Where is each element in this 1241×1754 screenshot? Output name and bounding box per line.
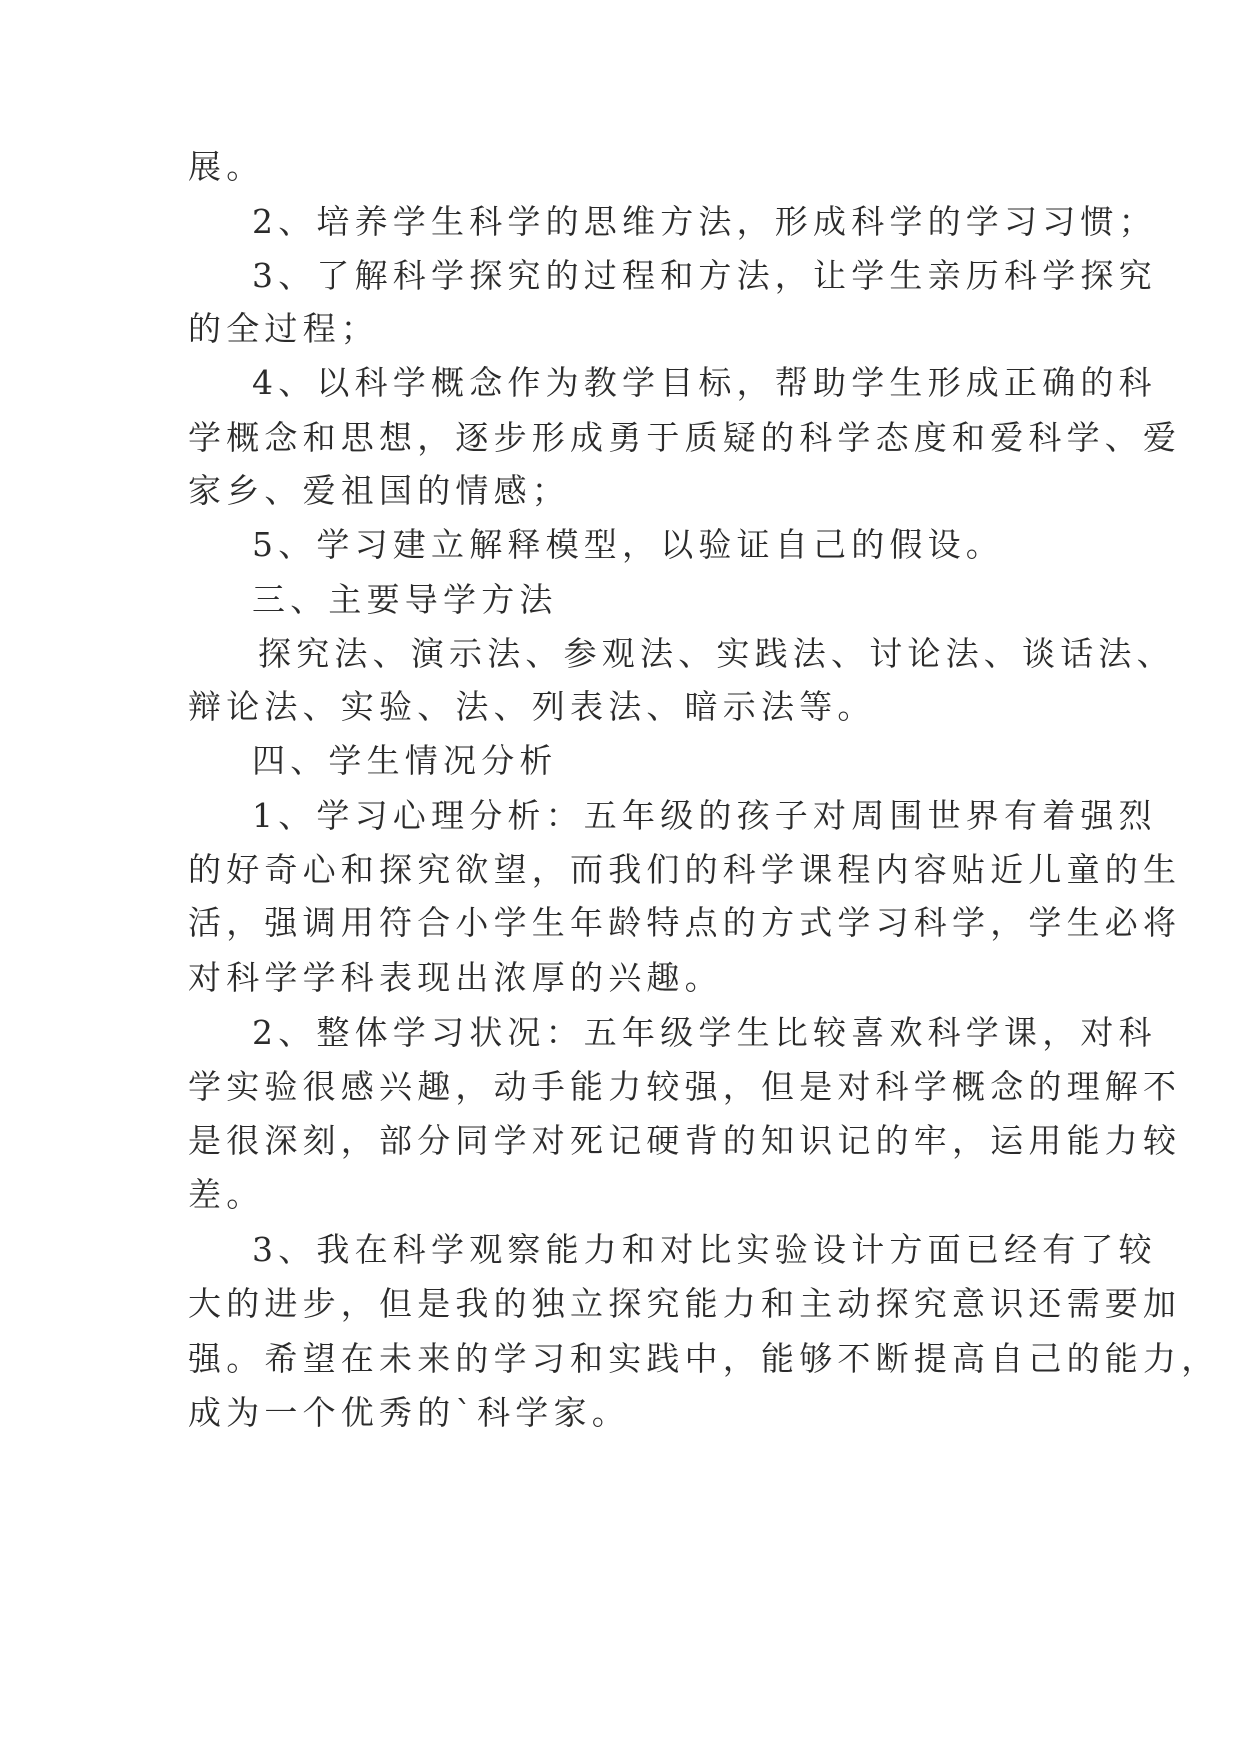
text-line: 3、了解科学探究的过程和方法，让学生亲历科学探究	[252, 256, 1157, 295]
text-line: 学实验很感兴趣，动手能力较强，但是对科学概念的理解不	[188, 1067, 1182, 1106]
text-line: 大的进步，但是我的独立探究能力和主动探究意识还需要加	[188, 1284, 1182, 1323]
section-heading: 四、学生情况分析	[252, 741, 558, 780]
text-line: 2、培养学生科学的思维方法，形成科学的学习习惯；	[252, 202, 1157, 241]
text-line: 活，强调用符合小学生年龄特点的方式学习科学，学生必将	[188, 903, 1182, 942]
text-line: 是很深刻，部分同学对死记硬背的知识记的牢，运用能力较	[188, 1121, 1182, 1160]
text-line: 3、我在科学观察能力和对比实验设计方面已经有了较	[252, 1230, 1157, 1269]
text-line: 成为一个优秀的`科学家。	[188, 1393, 630, 1432]
text-line: 5、学习建立解释模型，以验证自己的假设。	[252, 525, 1004, 564]
text-line: 的全过程；	[188, 309, 379, 348]
text-line: 家乡、爱祖国的情感；	[188, 471, 570, 510]
text-line: 4、以科学概念作为教学目标，帮助学生形成正确的科	[252, 363, 1157, 402]
text-line: 2、整体学习状况：五年级学生比较喜欢科学课，对科	[252, 1013, 1157, 1052]
text-line: 的好奇心和探究欲望，而我们的科学课程内容贴近儿童的生	[188, 850, 1182, 889]
text-line: 辩论法、实验、法、列表法、暗示法等。	[188, 687, 876, 726]
text-line: 强。希望在未来的学习和实践中，能够不断提高自己的能力，	[188, 1339, 1220, 1378]
text-line: 1、学习心理分析：五年级的孩子对周围世界有着强烈	[252, 796, 1157, 835]
text-line: 展。	[188, 147, 265, 186]
text-line: 探究法、演示法、参观法、实践法、讨论法、谈话法、	[258, 634, 1175, 673]
section-heading: 三、主要导学方法	[252, 580, 558, 619]
text-line: 差。	[188, 1175, 265, 1214]
text-line: 对科学学科表现出浓厚的兴趣。	[188, 958, 723, 997]
text-line: 学概念和思想，逐步形成勇于质疑的科学态度和爱科学、爱	[188, 418, 1182, 457]
